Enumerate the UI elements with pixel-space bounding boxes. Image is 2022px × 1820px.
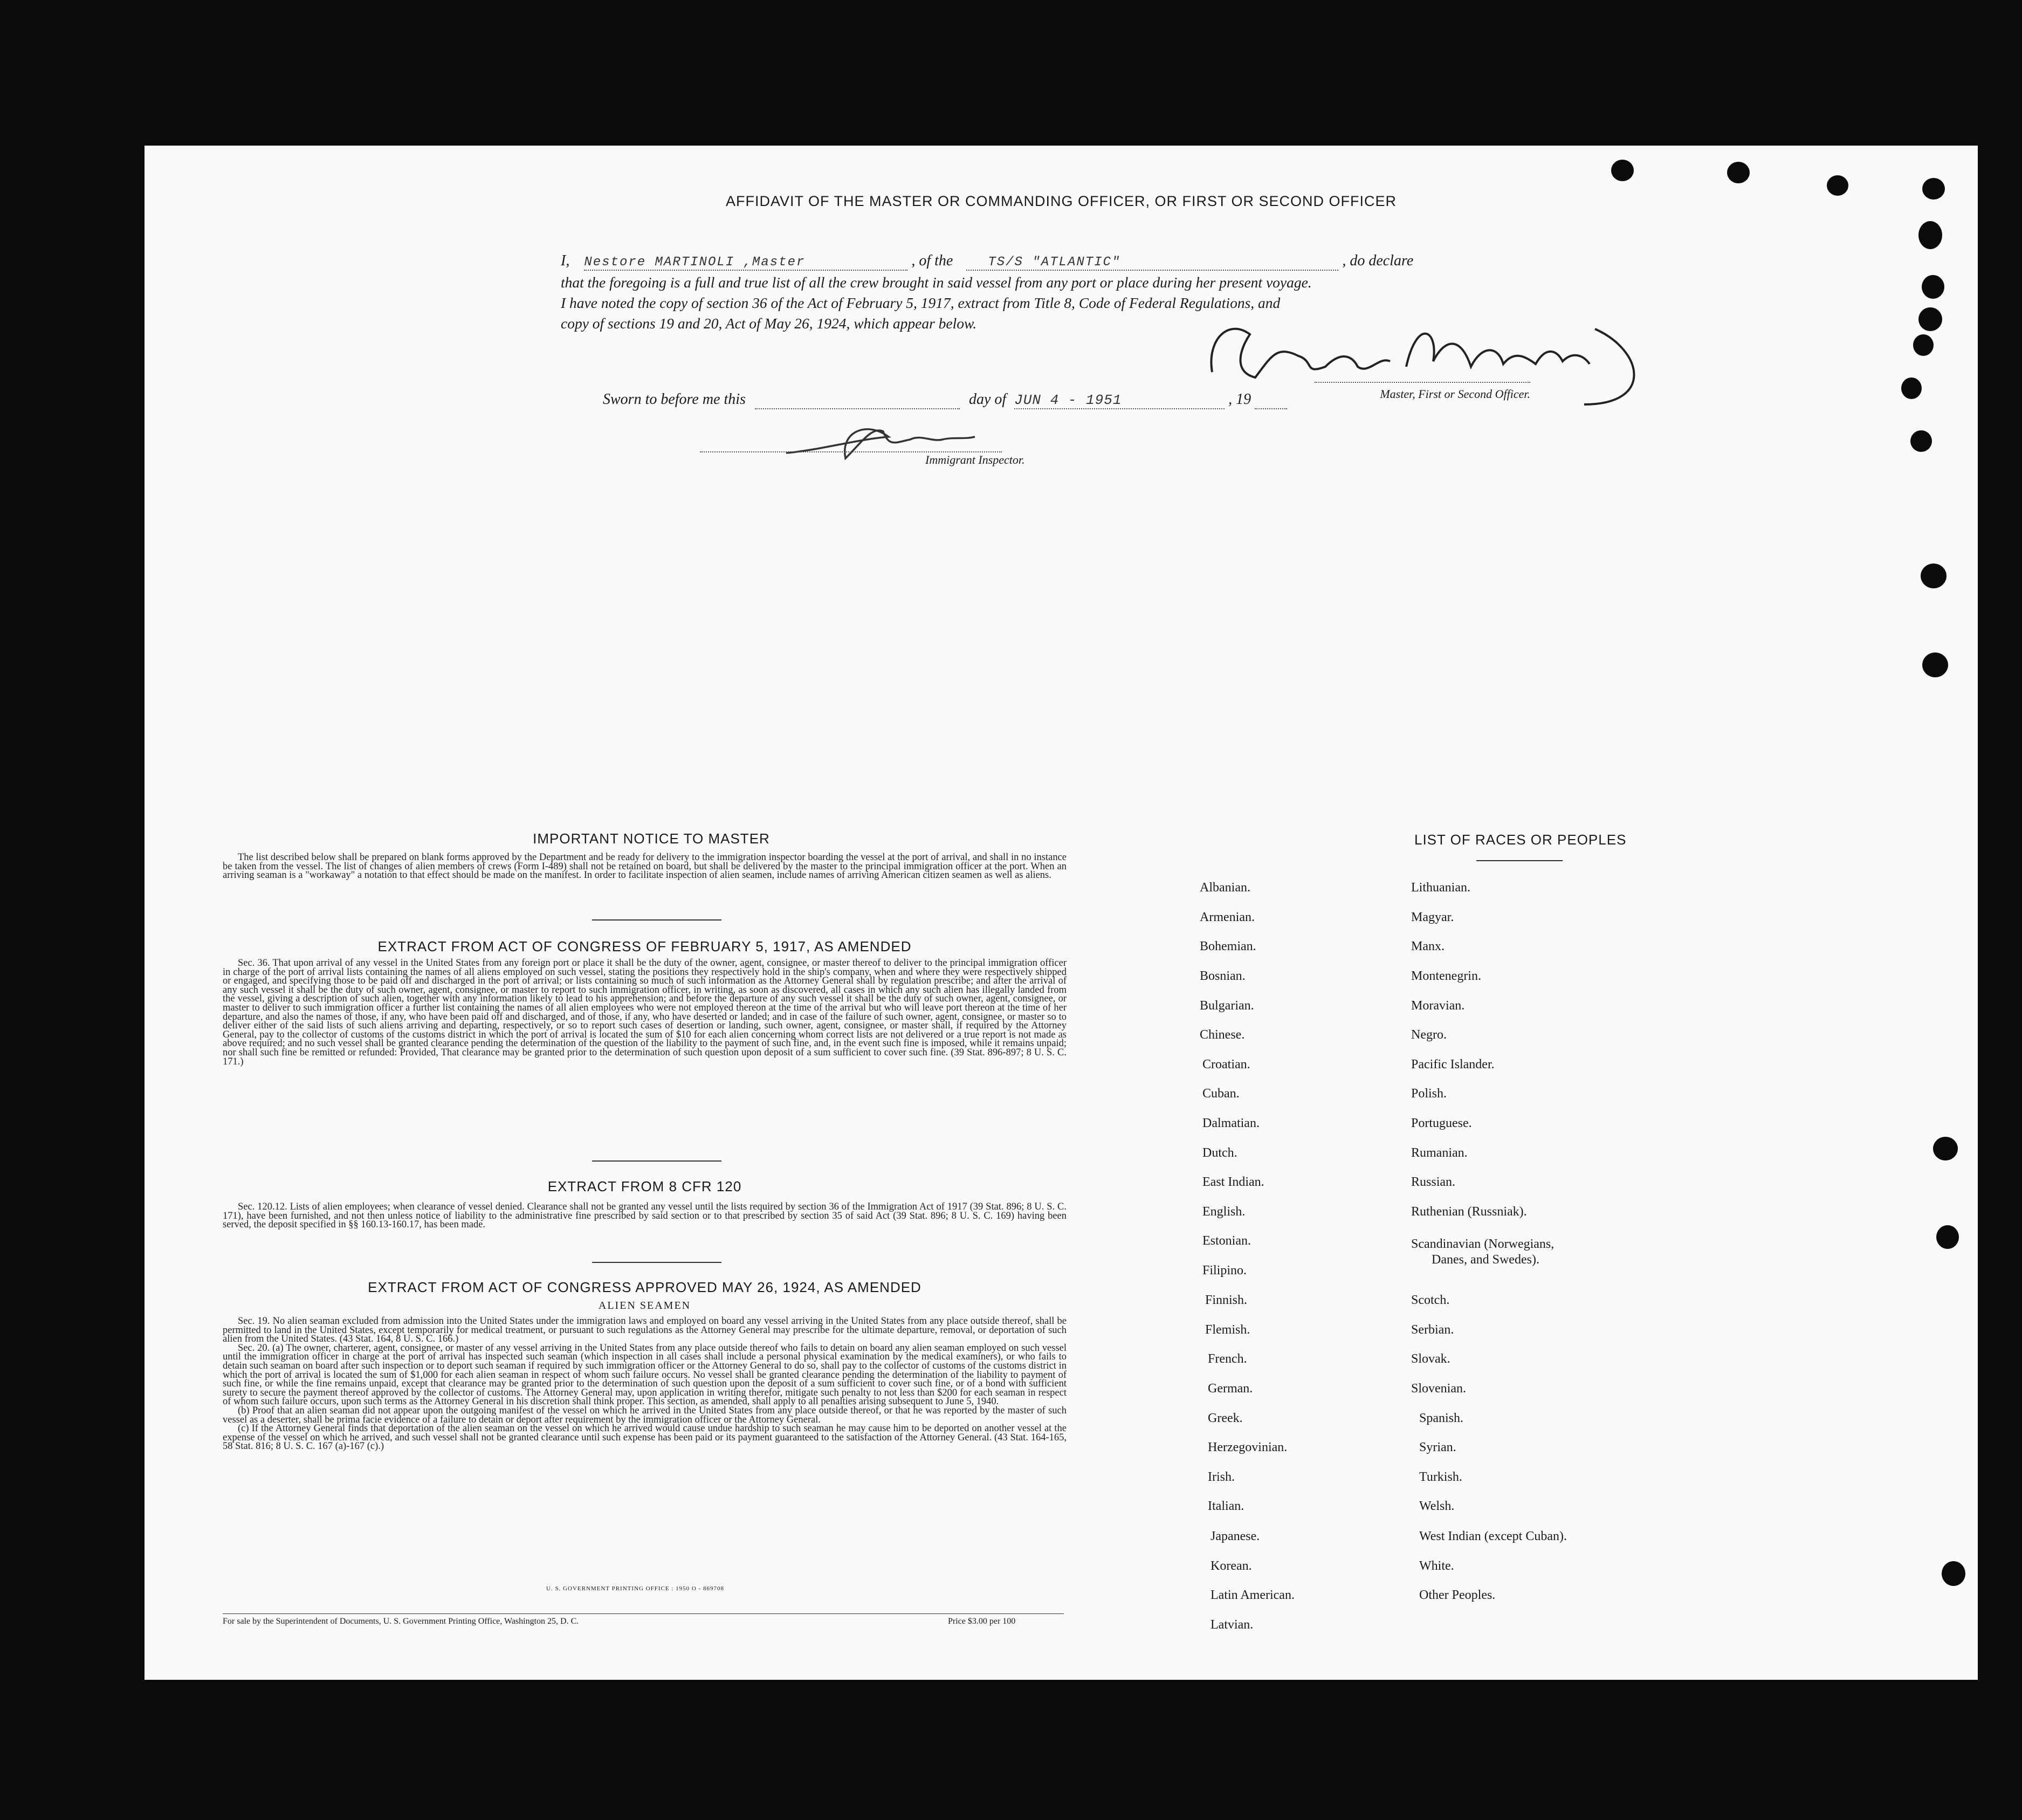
race-left-item: Dalmatian.: [1202, 1116, 1260, 1130]
race-right-item: White.: [1419, 1559, 1454, 1573]
notice-paragraph: The list described below shall be prepared on blank forms approved by the Department and be ready for delivery to the immigration inspector boarding the vessel at the port of arrival, and shall in no instance be taken from the vessel. The list of changes of alien members of crews (Form I-489) shall not be retained on board, but shall be delivered by the master to the principal immigration officer at the port. When an arriving seaman is a "workaway" a notation to that effect should be made on the manifest. In order to facilitate inspection of alien seamen, include names of arriving American citizen seamen as well as aliens.: [223, 852, 1067, 881]
punch-hole: [1727, 162, 1750, 183]
extract-1924-text: [223, 1317, 1067, 1451]
race-left-item: Dutch.: [1202, 1146, 1237, 1160]
inspector-line: [700, 450, 1002, 452]
cfr-heading: EXTRACT FROM 8 CFR 120: [547, 1178, 742, 1194]
race-left-item: Albanian.: [1200, 881, 1250, 895]
master-name: Nestore MARTINOLI ,Master: [584, 255, 806, 270]
race-left-item: German.: [1208, 1382, 1253, 1396]
race-right-item: West Indian (except Cuban).: [1419, 1529, 1567, 1543]
race-right-item: Lithuanian.: [1411, 881, 1470, 895]
extract-1917-heading: EXTRACT FROM ACT OF CONGRESS OF FEBRUARY 5, 1917, AS AMENDED: [377, 938, 912, 954]
race-right-item: Pacific Islander.: [1411, 1057, 1495, 1072]
race-right-item: Rumanian.: [1411, 1146, 1468, 1160]
race-left-item: Italian.: [1208, 1499, 1244, 1513]
vessel-name: TS/S "ATLANTIC": [988, 255, 1121, 270]
race-right-item: Portuguese.: [1411, 1116, 1472, 1130]
race-left-item: Latvian.: [1211, 1618, 1254, 1632]
affidavit-heading: AFFIDAVIT OF THE MASTER OR COMMANDING OFFICER, OR FIRST OR SECOND OFFICER: [725, 193, 1397, 209]
race-left-item: Armenian.: [1200, 910, 1255, 924]
declaration-line-4: copy of sections 19 and 20, Act of May 26, 1924, which appear below.: [561, 315, 977, 332]
vessel-field: [966, 252, 1338, 271]
race-right-item: Other Peoples.: [1419, 1588, 1496, 1602]
race-right-item: Ruthenian (Russniak).: [1411, 1205, 1527, 1219]
race-right-item: Slovak.: [1411, 1352, 1450, 1366]
race-left-item: Bosnian.: [1200, 969, 1246, 983]
master-signature-caption: [1315, 370, 1530, 401]
footer-price: Price $3.00 per 100: [948, 1617, 1016, 1626]
punch-hole: [1918, 221, 1942, 249]
race-right-item: Moravian.: [1411, 999, 1465, 1013]
race-right-item: Polish.: [1411, 1087, 1447, 1101]
race-left-item: Herzegovinian.: [1208, 1440, 1288, 1454]
race-right-item: Welsh.: [1419, 1499, 1455, 1513]
section-20a-paragraph: Sec. 20. (a) The owner, charterer, agent, consignee, or master of any vessel arriving in the United States from any place outside thereof who fails to detain on board any alien seaman employed on such vessel until the immigration officer in charge at the port of arrival has inspected such seaman (which inspection in all cases shall include a personal physical examination by the medical examiners), or who fails to detain such seaman on board after such inspection or to deport such seaman if required by such immigration officer or the Attorney General to do so, shall pay to the collector of customs of the customs district in which the port of arrival is located the sum of $1,000 for each alien seaman in respect of whom such failure occurs. No vessel shall be granted clearance pending the determination of the liability to payment of such fine, or while the fine remains unpaid, except that clearance may be granted prior to the determination of such question upon the deposit of a sum sufficient to cover such fine, or of a bond with sufficient surety to secure the payment thereof approved by the collector of customs. The Attorney General may, upon application in writing therefor, mitigate such penalty to not less than $200 for each seaman in respect of whom such failure occurs, upon such terms as the Attorney General in his discretion shall think proper. This section, as amended, shall apply to all penalties arising subsequent to June 5, 1940.: [223, 1342, 1067, 1407]
race-right-item: Serbian.: [1411, 1323, 1454, 1337]
divider: [592, 919, 721, 921]
race-right-item: Negro.: [1411, 1028, 1447, 1042]
year-prefix-label: , 19: [1228, 391, 1251, 408]
extract-1924-heading: EXTRACT FROM ACT OF CONGRESS APPROVED MAY 26, 1924, AS AMENDED: [368, 1279, 921, 1295]
punch-hole: [1901, 377, 1922, 399]
race-left-item: Latin American.: [1211, 1588, 1295, 1602]
sworn-day-field: [755, 391, 960, 409]
i-label: I,: [561, 252, 570, 269]
inspector-caption: Immigrant Inspector.: [925, 453, 1025, 466]
race-left-item: Japanese.: [1211, 1529, 1260, 1543]
race-left-item: French.: [1208, 1352, 1247, 1366]
divider: [592, 1262, 721, 1263]
race-left-item: Korean.: [1211, 1559, 1252, 1573]
race-right-item: Slovenian.: [1411, 1382, 1466, 1396]
punch-hole: [1910, 430, 1932, 452]
date-field: [1014, 391, 1225, 409]
race-left-item: Bohemian.: [1200, 939, 1256, 953]
document-page: [145, 146, 1978, 1680]
punch-hole: [1611, 160, 1634, 181]
master-name-field: [584, 252, 907, 271]
race-left-item: Bulgarian.: [1200, 999, 1254, 1013]
divider: [592, 1160, 721, 1162]
signature-line: [1315, 381, 1530, 383]
sworn-date-stamp: JUN 4 - 1951: [1014, 392, 1122, 408]
race-right-item: Russian.: [1411, 1175, 1456, 1189]
punch-hole: [1922, 275, 1944, 299]
race-left-item: Cuban.: [1202, 1087, 1240, 1101]
punch-hole: [1918, 307, 1942, 331]
printer-imprint: U. S. GOVERNMENT PRINTING OFFICE : 1950 O - 869708: [546, 1585, 725, 1592]
race-left-item: Filipino.: [1202, 1263, 1247, 1278]
day-of-label: day of: [968, 391, 1007, 408]
alien-seamen-subheading: ALIEN SEAMEN: [598, 1300, 691, 1311]
cfr-text: [223, 1203, 1067, 1230]
sworn-label: Sworn to before me this: [603, 391, 746, 408]
signer-caption: Master, First or Second Officer.: [1380, 387, 1530, 401]
race-left-item: Estonian.: [1202, 1234, 1251, 1248]
race-left-item: English.: [1202, 1205, 1246, 1219]
race-right-item: Magyar.: [1411, 910, 1454, 924]
punch-hole: [1936, 1225, 1959, 1249]
sworn-line: [603, 391, 1287, 409]
section-19-paragraph: Sec. 19. No alien seaman excluded from admission into the United States under the immigration laws and employed on board any vessel arriving in the United States from any place outside thereof, shall be permitted to land in the United States, except temporarily for medical treatment, or pursuant to such regulations as the Attorney General may prescribe for the ultimate departure, removal, or deportation of such alien from the United States. (43 Stat. 164, 8 U. S. C. 166.): [223, 1316, 1067, 1345]
punch-hole: [1922, 653, 1948, 677]
do-declare-label: , do declare: [1342, 252, 1414, 269]
of-the-label: , of the: [911, 252, 953, 269]
race-left-item: Croatian.: [1202, 1057, 1250, 1072]
notice-text: [223, 853, 1067, 880]
race-left-item: Chinese.: [1200, 1028, 1245, 1042]
races-heading: LIST OF RACES OR PEOPLES: [1414, 832, 1627, 848]
section-20c-paragraph: (c) If the Attorney General finds that deportation of the alien seaman on the vessel on which he arrived would cause undue hardship to such seaman he may cause him to be deported on another vessel at the expense of the vessel on which he arrived, and such vessel shall not be granted clearance until such expense has been paid or its payment guaranteed to the satisfaction of the Attorney General. (43 Stat. 164-165, 58 Stat. 816; 8 U. S. C. 167 (a)-167 (c).): [223, 1423, 1067, 1452]
race-right-item: Scotch.: [1411, 1293, 1450, 1307]
footer-rule: [223, 1613, 1064, 1614]
race-left-item: Irish.: [1208, 1470, 1235, 1484]
race-left-item: Finnish.: [1205, 1293, 1248, 1307]
declaration-line-1: [561, 252, 1720, 271]
section-20b-paragraph: (b) Proof that an alien seaman did not appear upon the outgoing manifest of the vessel on which he arrived in the United States from any place outside thereof, or that he was reported by the master of such vessel as a deserter, shall be prima facie evidence of a failure to detain or deport after requirement by the immigration officer or the Attorney General.: [223, 1405, 1067, 1425]
race-left-item: Flemish.: [1205, 1323, 1250, 1337]
section-36-paragraph: Sec. 36. That upon arrival of any vessel in the United States from any foreign port or place it shall be the duty of the owner, agent, consignee, or master thereof to deliver to the principal immigration officer in charge of the port of arrival lists containing the names of all aliens employed on such vessel, stating the positions they respectively hold in the ship's company, when and where they were respectively shipped or engaged, and specifying those to be paid off and discharged in the port of arrival; or lists containing so much of such information as the Attorney General shall by regulation prescribe; and after the arrival of any such vessel it shall be the duty of such owner, agent, consignee, or master to report to such immigration officer, in writing, as soon as discovered, all cases in which any such alien has illegally landed from the vessel, giving a description of such alien, together with any information likely to lead to his apprehension; and before the departure of any such vessel it shall be the duty of such owner, agent, consignee, or master to deliver to such immigration officer a further list containing the names of all alien employees who were not employed thereon at the time of the arrival but who will leave port thereon at the time of her departure, and also the names of those, if any, who have been paid off and discharged, and of those, if any, who have deserted or landed; and in case of the failure of such owner, agent, consignee, or master so to deliver either of the said lists of such aliens arriving and departing, respectively, or so to report such cases of desertion or landing, such owner, agent, consignee, or master shall, if required by the Attorney General, pay to the collector of customs of the customs district in which the port of arrival is located the sum of $10 for each alien concerning whom correct lists are not delivered or a true report is not made as above required; and no such vessel shall be granted clearance pending the determination of the question of the liability to the payment of such fine, and, in the event such fine is imposed, while it remains unpaid; nor shall such fine be remitted or refunded: Provided, That clearance may be granted prior to the determination of such question upon deposit of a sum sufficient to cover such fine. (39 Stat. 896-897; 8 U. S. C. 171.): [223, 958, 1067, 1067]
race-right-item: Danes, and Swedes).: [1432, 1253, 1539, 1267]
race-right-item: Scandinavian (Norwegians,: [1411, 1237, 1555, 1251]
footer-sale: For sale by the Superintendent of Documents, U. S. Government Printing Office, Washington 25, D. C.: [223, 1617, 579, 1626]
race-right-item: Turkish.: [1419, 1470, 1462, 1484]
year-field: [1255, 391, 1287, 409]
punch-hole: [1933, 1137, 1958, 1160]
punch-hole: [1913, 334, 1934, 356]
notice-heading: IMPORTANT NOTICE TO MASTER: [533, 830, 770, 847]
race-right-item: Montenegrin.: [1411, 969, 1481, 983]
divider: [1476, 860, 1563, 861]
extract-1917-text: [223, 959, 1067, 1066]
race-right-item: Syrian.: [1419, 1440, 1456, 1454]
race-right-item: Spanish.: [1419, 1411, 1464, 1425]
race-left-item: East Indian.: [1202, 1175, 1264, 1189]
punch-hole: [1942, 1561, 1965, 1586]
section-120-12-paragraph: Sec. 120.12. Lists of alien employees; when clearance of vessel denied. Clearance shall not be granted any vessel until the lists required by section 36 of the Immigration Act of 1917 (39 Stat. 896; 8 U. S. C. 171), have been furnished, and not then unless notice of liability to the administrative fine prescribed by said section or to that prescribed by section 35 of said Act (39 Stat. 896; 8 U. S. C. 169) having been served, the deposit specified in §§ 160.13-160.17, has been made.: [223, 1201, 1067, 1231]
race-right-item: Manx.: [1411, 939, 1445, 953]
punch-hole: [1921, 564, 1947, 588]
declaration-line-2: that the foregoing is a full and true list of all the crew brought in said vessel from any port or place during her present voyage.: [561, 274, 1312, 291]
race-left-item: Greek.: [1208, 1411, 1243, 1425]
declaration-line-3: I have noted the copy of section 36 of the Act of February 5, 1917, extract from Title 8, Code of Federal Regulations, and: [561, 294, 1281, 311]
